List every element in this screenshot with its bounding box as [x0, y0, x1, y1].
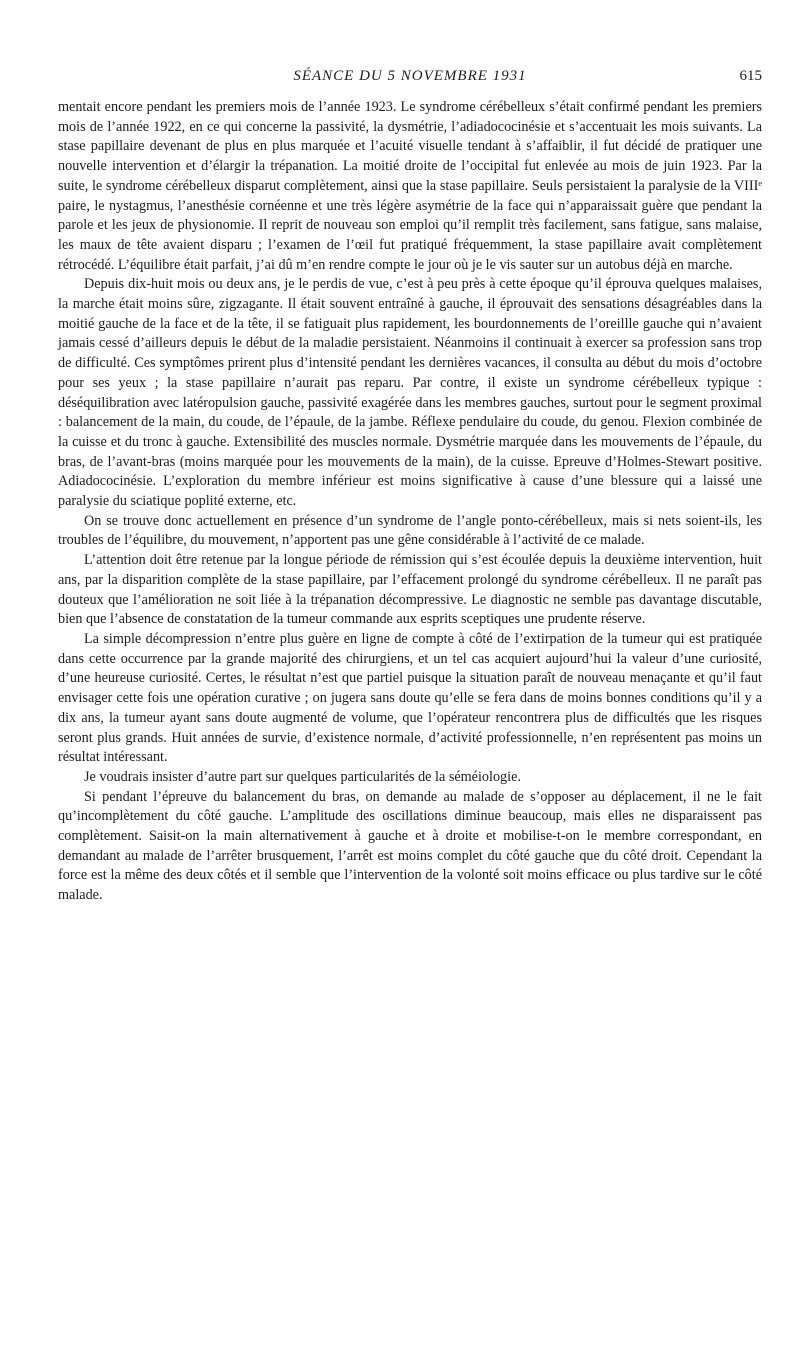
paragraph-1: mentait encore pendant les premiers mois de l’année 1923. Le syndrome cérébelleux s’était confirmé pendant les premiers mois de l’année 1922, en ce qui concerne la passivité, la dysmétrie, l’adiadococinésie et s’accentuait les mois suivants. La stase papillaire devenant de plus en plus marquée et l’acuité visuelle tendant à s’affaiblir, il fut décidé de pratiquer une nouvelle intervention et d’élargir la trépanation. La moitié droite de l’occipital fut enlevée au mois de juin 1923. Par la suite, le syndrome cérébelleux disparut complètement, ainsi que la stase papillaire. Seuls persistaient la paralysie de la VIIIᵉ paire, le nystagmus, l’anesthésie cornéenne et une très légère asymétrie de la face qui n’apparaissait guère que pendant la parole et les jeux de physionomie. Il reprit de nouveau son emploi qu’il remplit très facilement, sans fatigue, sans malaise, les maux de tête avaient disparu ; l’examen de l’œil fut pratiqué fréquemment, la stase papillaire avait complètement rétrocédé. L’équilibre était parfait, j’ai dû m’en rendre compte le jour où je le vis sauter sur un autobus déjà en marche.: [58, 99, 762, 273]
running-head: [58, 68, 762, 92]
paragraph-3: On se trouve donc actuellement en présence d’un syndrome de l’angle ponto-cérébelleux, mais si nets soient-ils, les troubles de l’équilibre, du mouvement, n’apportent pas une gêne considérable à l’activité de ce malade.: [58, 512, 762, 549]
paragraph-7: Si pendant l’épreuve du balancement du bras, on demande au malade de s’opposer au déplacement, il ne le fait qu’incomplètement du côté gauche. L’amplitude des oscillations diminue beaucoup, mais elles ne disparaissent pas complètement. Saisit-on la main alternativement à gauche et à droite et mobilise-t-on le membre correspondant, en demandant au malade de l’arrêter brusquement, l’arrêt est moins complet du côté gauche que du côté droit. Cependant la force est la même des deux côtés et il semble que l’intervention de la volonté soit moins efficace ou plus tardive sur le côté malade.: [58, 788, 762, 904]
page-number: 615: [739, 68, 762, 84]
body-text: [58, 98, 762, 906]
paragraph-4: L’attention doit être retenue par la longue période de rémission qui s’est écoulée depuis la deuxième intervention, huit ans, par la disparition complète de la stase papillaire, par l’effacement prolongé du syndrome cérébelleux. Il ne paraît pas douteux que l’amélioration ne soit liée à la trépanation décompressive. Le diagnostic ne semble pas davantage discutable, bien que l’absence de constatation de la tumeur commande aux esprits sceptiques une prudente réserve.: [58, 552, 762, 628]
document-page: [58, 68, 762, 906]
running-title: SÉANCE DU 5 NOVEMBRE 1931: [293, 68, 527, 84]
paragraph-2: Depuis dix-huit mois ou deux ans, je le perdis de vue, c’est à peu près à cette époque qu’il éprouva quelques malaises, la marche était moins sûre, zigzagante. Il était souvent entraîné à gauche, il éprouvait des sensations désagréables dans la moitié gauche de la face et de la tête, il se fatiguait plus rapidement, les bourdonnements de l’oreillle gauche qui n’avaient jamais cessé d’ailleurs depuis le début de la maladie persistaient. Néanmoins il continuait à exercer sa profession sans trop de difficulté. Ces symptômes prirent plus d’intensité pendant les dernières vacances, il consulta au début du mois d’octobre pour ses yeux ; la stase papillaire n’aurait pas reparu. Par contre, il existe un syndrome cérébelleux typique : déséquilibration avec latéropulsion gauche, passivité exagérée dans les membres gauches, surtout pour le segment proximal : balancement de la main, du coude, de l’épaule, de la jambe. Réflexe pendulaire du coude, du genou. Flexion combinée de la cuisse et du tronc à gauche. Extensibilité des muscles normale. Dysmétrie marquée dans les mouvements de l’épaule, du bras, de l’avant-bras (moins marquée pour les mouvements de la main), de la cuisse. Epreuve d’Holmes-Stewart positive. Adiadococinésie. L’exploration du membre inférieur est moins significative à cause d’une blessure qui a laissé une paralysie du sciatique poplité externe, etc.: [58, 276, 762, 510]
paragraph-6: Je voudrais insister d’autre part sur quelques particularités de la séméiologie.: [84, 768, 521, 785]
paragraph-5: La simple décompression n’entre plus guère en ligne de compte à côté de l’extirpation de la tumeur qui est pratiquée dans cette occurrence par la grande majorité des chirurgiens, et un tel cas acquiert aujourd’hui la valeur d’une curiosité, d’une heureuse curiosité. Certes, le résultat n’est que partiel puisque la situation paraît de nouveau menaçante et qu’il faut envisager cette fois une opération curative ; on jugera sans doute qu’elle se fera dans de moins bonnes conditions qu’il y a dix ans, la tumeur ayant sans doute augmenté de volume, que l’opérateur rencontrera plus de difficultés que les risques seront plus grands. Huit années de survie, d’existence normale, d’activité professionnelle, n’en représentent pas moins un résultat intéressant.: [58, 630, 762, 766]
